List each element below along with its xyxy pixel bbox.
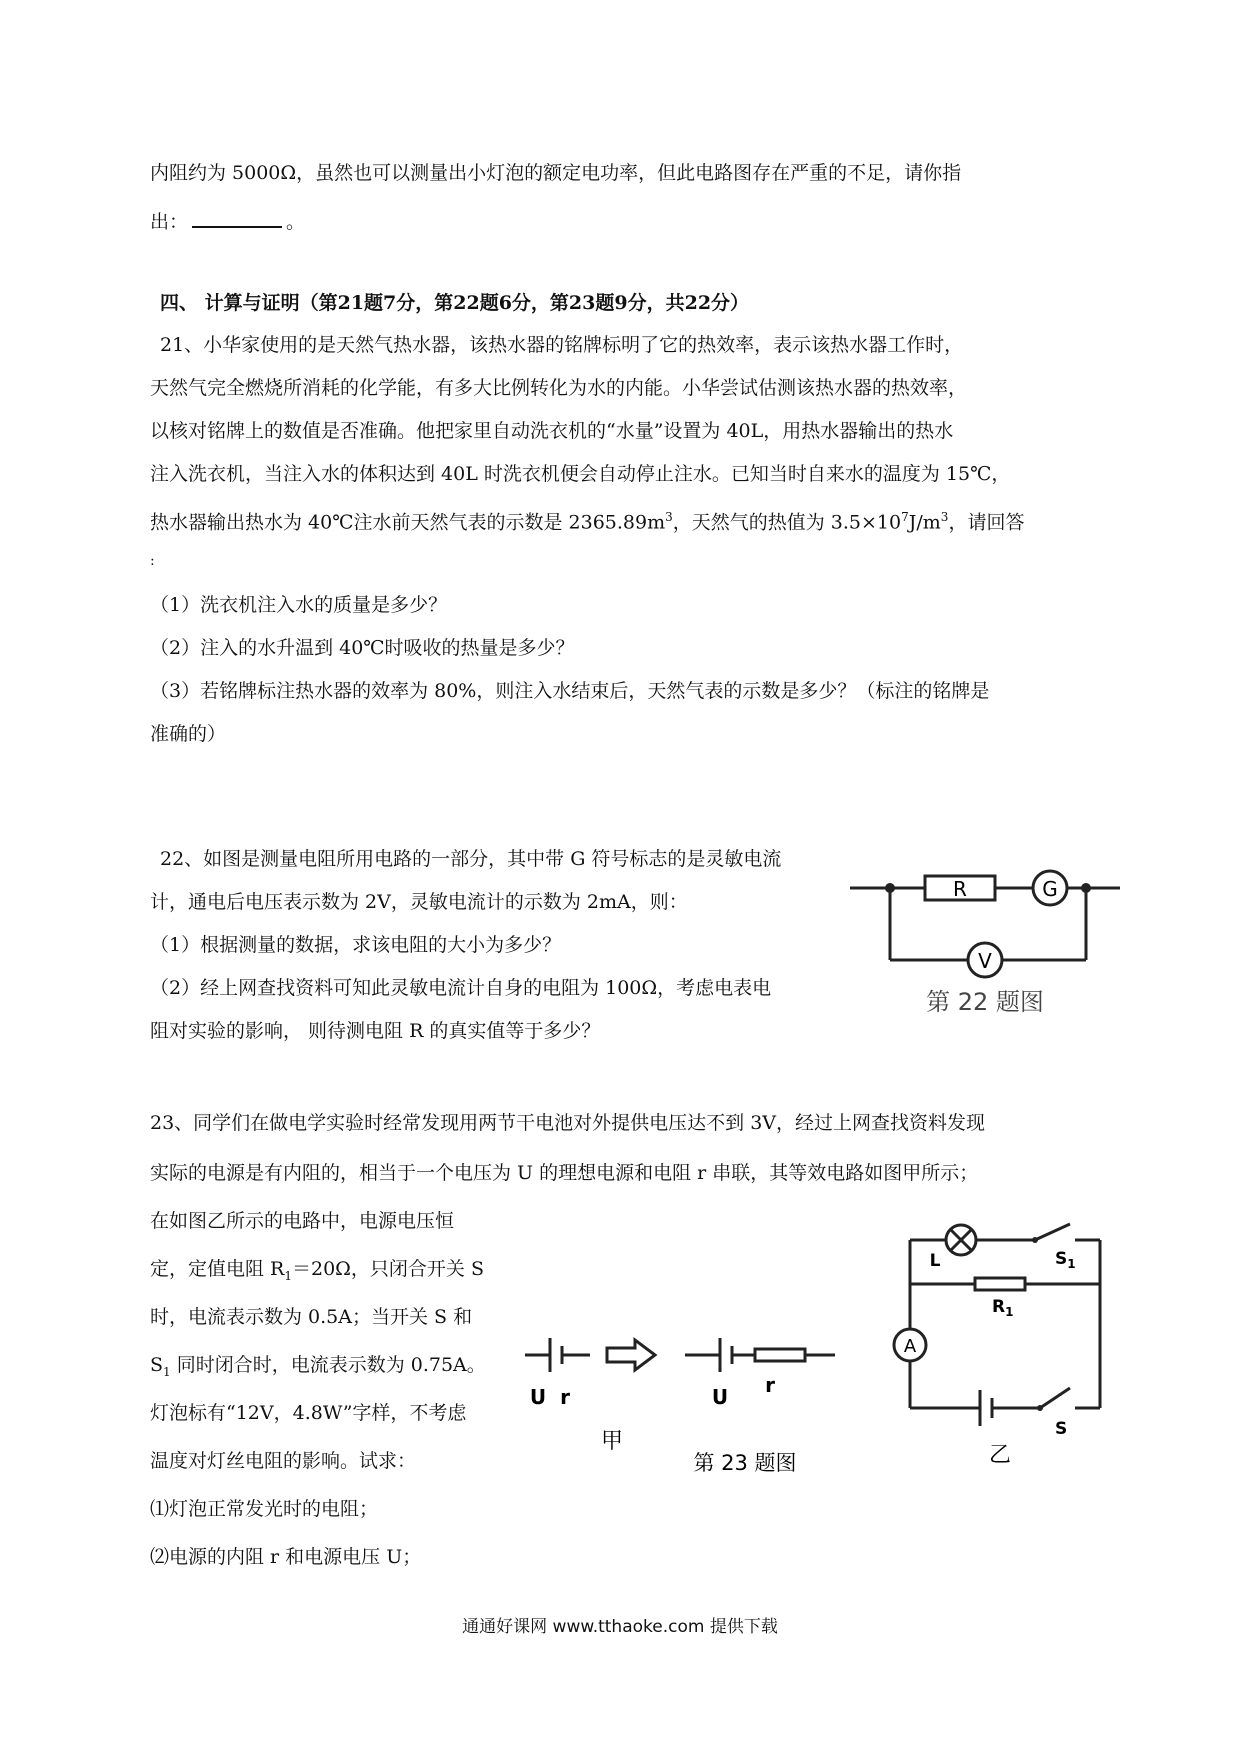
q21-line-5-a: 热水器输出热水为 40℃注水前天然气表的示数是 2365.89m (150, 511, 666, 534)
jia-u2-label: U (711, 1385, 729, 1409)
q23-line-3: 在如图乙所示的电路中，电源电压恒 (150, 1210, 455, 1232)
q21-line-5 (150, 504, 1024, 535)
yi-s1-label: $S_1$ (1055, 1249, 1076, 1271)
intro-line-2 (150, 208, 305, 235)
arrow-icon (607, 1340, 655, 1370)
figure-22-r-label: R (953, 877, 967, 901)
q23-line-6-a: S (150, 1354, 164, 1376)
figure-23-jia (520, 1320, 840, 1480)
q23-line-4-a: 定，定值电阻 R (150, 1258, 285, 1280)
q21-sub-2: （2）注入的水升温到 40℃时吸收的热量是多少？ (150, 637, 575, 659)
jia-figure-label: 甲 (600, 1429, 624, 1454)
yi-s-label: S (1055, 1419, 1068, 1439)
q21-sub-1: （1）洗衣机注入水的质量是多少？ (150, 594, 448, 616)
section-4-heading: 四、 计算与证明（第21题7分，第22题6分，第23题9分，共22分） (160, 292, 750, 314)
q23-line-6-sub: 1 (163, 1364, 171, 1379)
q21-sup-1: 3 (665, 510, 673, 524)
q21-line-1: 21、小华家使用的是天然气热水器，该热水器的铭牌标明了它的热效率，表示该热水器工作时， (160, 334, 964, 356)
q21-sub-3-line-1: （3）若铭牌标注热水器的效率为 80%，则注入水结束后，天然气表的示数是多少？（标注的铭牌是 (150, 680, 990, 702)
yi-figure-label: 乙 (988, 1443, 1012, 1468)
intro-line-1: 内阻约为 5000Ω，虽然也可以测量出小灯泡的额定电功率，但此电路图存在严重的不足，请你指 (150, 162, 962, 184)
q21-sup-2: 7 (901, 510, 909, 524)
q23-line-8: 温度对灯丝电阻的影响。试求： (150, 1450, 417, 1472)
figure-22-g-label: G (1042, 877, 1058, 901)
intro-line-2-prefix: 出： (150, 211, 189, 233)
q23-line-6 (150, 1352, 486, 1385)
q23-line-7: 灯泡标有“12V，4.8W”字样，不考虑 (150, 1402, 467, 1424)
jia-u-label: U (529, 1385, 547, 1409)
q21-line-4: 注入洗衣机，当注入水的体积达到 40L 时洗衣机便会自动停止注水。已知当时自来水的温度为 15℃， (150, 463, 1011, 485)
q21-line-3: 以核对铭牌上的数值是否准确。他把家里自动洗衣机的“水量”设置为 40L，用热水器输出的热水 (150, 420, 954, 442)
q23-line-5: 时，电流表示数为 0.5A；当开关 S 和 (150, 1306, 473, 1328)
q22-sub-2-line-2: 阻对实验的影响， 则待测电阻 R 的真实值等于多少？ (150, 1020, 601, 1042)
q23-line-6-b: 同时闭合时，电流表示数为 0.75A。 (170, 1354, 486, 1376)
q21-line-5-b: ，天然气的热值为 3.5×10 (672, 511, 902, 534)
figure-23-yi (880, 1200, 1130, 1470)
q23-sub-2: ⑵电源的内阻 r 和电源电压 U； (150, 1546, 422, 1568)
q21-line-6: : (150, 553, 155, 569)
yi-l-label: L (929, 1251, 941, 1271)
q23-line-4-sub: 1 (284, 1268, 292, 1283)
footer-download-note: 通通好课网 www.tthaoke.com 提供下载 (462, 1617, 778, 1637)
q21-line-2: 天然气完全燃烧所消耗的化学能，有多大比例转化为水的内能。小华尝试估测该热水器的热效率， (150, 377, 968, 399)
q21-line-5-d: ，请回答 (948, 511, 1025, 534)
answer-blank[interactable] (192, 208, 282, 228)
q23-sub-1: ⑴灯泡正常发光时的电阻； (150, 1498, 379, 1520)
q23-line-4 (150, 1256, 484, 1289)
q22-line-2: 计，通电后电压表示数为 2V，灵敏电流计的示数为 2mA，则： (150, 891, 688, 913)
figure-22-caption: 第 22 题图 (926, 988, 1044, 1016)
jia-r-label: r (560, 1385, 570, 1409)
intro-line-2-suffix: 。 (286, 211, 306, 233)
figure-22-circuit (850, 860, 1130, 1030)
q21-sup-3: 3 (940, 510, 949, 524)
figure-22-v-label: V (978, 949, 992, 973)
q23-line-4-b: ＝20Ω，只闭合开关 S (292, 1258, 484, 1280)
q22-sub-1: （1）根据测量的数据，求该电阻的大小为多少？ (150, 934, 562, 956)
yi-r1-label: $R_1$ (992, 1297, 1014, 1319)
q22-sub-2-line-1: （2）经上网查找资料可知此灵敏电流计自身的电阻为 100Ω，考虑电表电 (150, 977, 772, 999)
q23-line-1: 23、同学们在做电学实验时经常发现用两节干电池对外提供电压达不到 3V，经过上网查找资料发现 (150, 1112, 986, 1134)
jia-r2-label: r (765, 1373, 775, 1397)
yi-a-label: A (903, 1336, 917, 1357)
q23-line-2: 实际的电源是有内阻的，相当于一个电压为 U 的理想电源和电阻 r 串联，其等效电路如图甲所示； (150, 1162, 979, 1184)
q21-sub-3-line-2: 准确的） (150, 723, 227, 745)
figure-23-caption: 第 23 题图 (693, 1451, 797, 1475)
resistor-r1 (975, 1278, 1025, 1290)
q21-line-5-c: J/m (908, 511, 941, 534)
q22-line-1: 22、如图是测量电阻所用电路的一部分，其中带 G 符号标志的是灵敏电流 (160, 848, 782, 870)
figure-23-jia-resistor (755, 1349, 805, 1361)
